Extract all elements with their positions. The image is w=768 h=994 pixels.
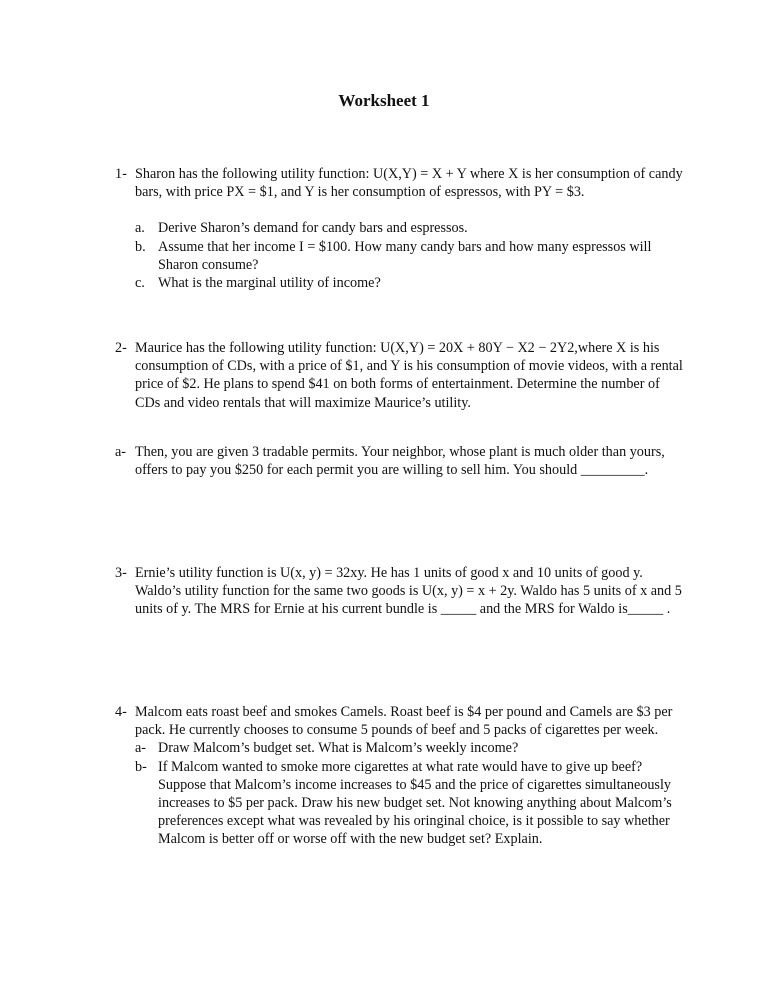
sub-question-b bbox=[135, 758, 685, 849]
question-number: a- bbox=[115, 444, 127, 460]
question-2 bbox=[115, 339, 685, 412]
question-3 bbox=[115, 564, 685, 619]
sub-question-text: Derive Sharon’s demand for candy bars and espressos. bbox=[158, 220, 468, 237]
sub-question-b bbox=[135, 238, 685, 274]
sub-question-label: a- bbox=[135, 740, 147, 757]
sub-question-a bbox=[135, 219, 685, 237]
sub-question-text: Assume that her income I = $100. How many candy bars and how many espressos will Sharon consume? bbox=[158, 238, 652, 273]
question-text: Sharon has the following utility function: U(X,Y) = X + Y where X is her consumption of candy bars, with price PX = $1, and Y is her consumption of espressos, with PY = $3. bbox=[135, 166, 683, 201]
sub-question-label: a. bbox=[135, 220, 145, 237]
question-number: 3- bbox=[115, 565, 127, 581]
question-text: Maurice has the following utility function: U(X,Y) = 20X + 80Y − X2 − 2Y2,where X is his consumption of CDs, with a price of $1, and Y is his consumption of movie videos, with a rental price of $2. He plans to spend $41 on both forms of entertainment. Determine the number of CDs and video rentals that will maximize Maurice’s utility. bbox=[135, 340, 683, 411]
question-1 bbox=[115, 165, 685, 292]
sub-question-label: c. bbox=[135, 275, 145, 292]
question-text: Then, you are given 3 tradable permits. Your neighbor, whose plant is much older than yours, offers to pay you $250 for each permit you are willing to sell him. You should _________. bbox=[135, 444, 665, 479]
question-number: 4- bbox=[115, 704, 127, 720]
question-number: 2- bbox=[115, 340, 127, 356]
question-text: Malcom eats roast beef and smokes Camels. Roast beef is $4 per pound and Camels are $3 per pack. He currently chooses to consume 5 pounds of beef and 5 packs of cigarettes per week. bbox=[135, 704, 673, 739]
sub-question-label: b. bbox=[135, 238, 146, 255]
sub-question-text: If Malcom wanted to smoke more cigarettes at what rate would have to give up beef? Suppose that Malcom’s income increases to $45 and the price of cigarettes simultaneously increases to $5 per pack. Draw his new budget set. Not knowing anything about Malcom’s preferences except what was revealed by his oringinal choice, is it possible to say whether Malcom is better off or worse off with the new budget set? Explain. bbox=[158, 758, 672, 848]
question-text: Ernie’s utility function is U(x, y) = 32xy. He has 1 units of good x and 10 units of good y. Waldo’s utility function for the same two goods is U(x, y) = x + 2y. Waldo has 5 units of x and 5 units of y. The MRS for Ernie at his current bundle is _____ and the MRS for Waldo is_____ . bbox=[135, 565, 682, 618]
sub-question-label: b- bbox=[135, 758, 147, 775]
sub-question-list bbox=[115, 739, 685, 848]
page-title: Worksheet 1 bbox=[338, 91, 430, 110]
sub-question-c bbox=[135, 274, 685, 292]
question-a bbox=[115, 443, 685, 479]
sub-question-text: Draw Malcom’s budget set. What is Malcom’s weekly income? bbox=[158, 740, 519, 757]
question-4 bbox=[115, 703, 685, 849]
sub-question-text: What is the marginal utility of income? bbox=[158, 275, 381, 292]
sub-question-list bbox=[115, 219, 685, 292]
sub-question-a bbox=[135, 739, 685, 757]
question-number: 1- bbox=[115, 166, 127, 182]
